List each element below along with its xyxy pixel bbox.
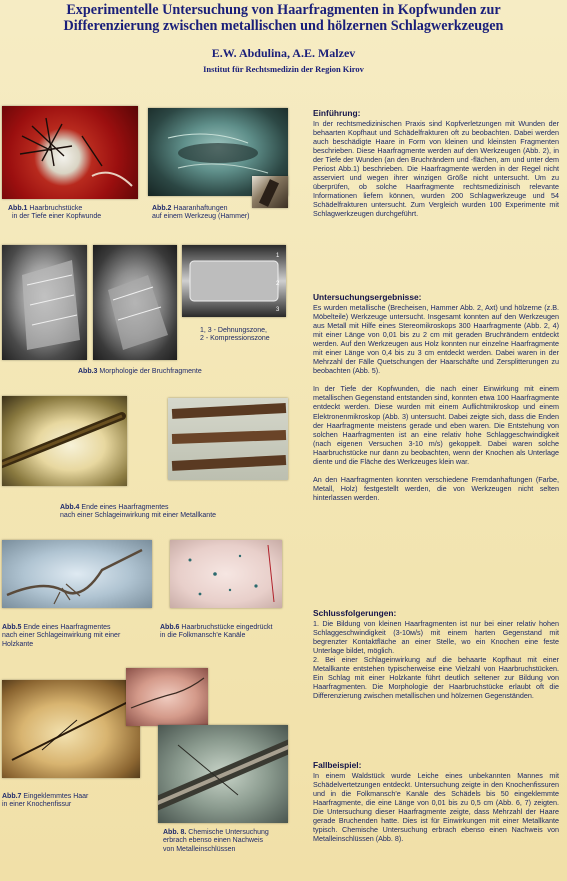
- caption-abb4-text: Ende eines Haarfragmentes: [79, 504, 169, 511]
- photo-abb5: [2, 540, 152, 608]
- caption-abb3-num: Abb.3: [78, 368, 98, 375]
- poster-title: [10, 2, 557, 34]
- caption-abb7-text: Eingeklemmtes Haar: [21, 793, 89, 800]
- zone-label-2: 2 - Kompressionszone: [200, 335, 270, 343]
- photo-abb4: [2, 396, 127, 486]
- caption-abb6-text2: in die Folkmansch'e Kanäle: [160, 632, 246, 640]
- photo-abb3-b: [93, 245, 177, 360]
- case-body: In einem Waldstück wurde Leiche eines unbekannten Mannes mit Schädelvertetzungen entdeckt. Untersuchung zeigte in den Knochenfissuren und in die Folkmansch'e Kanäle des Schädels bis 50 eingeklemmte Haarfragmente, die eine Länge von 0,01 bis zu 0,5 cm (Abb. 6, 7) zeigten. Die Untersuchung dieser Haarfragmente zeigte, dass Mehrzahl der Haare gerade Bruchenden hatte. Dies ist für Einwirkungen mit einer Metallkante typisch. Chemische Untersuchung erbrach ebenso einen Nachweis von Metalleinschlüssen (Abb. 8).: [313, 771, 559, 844]
- photo-abb7: [2, 680, 140, 778]
- conclusions-heading: Schlussfolgerungen:: [313, 608, 397, 618]
- caption-abb3-text: Morphologie der Bruchfragmente: [97, 368, 202, 375]
- caption-abb2: [152, 205, 292, 222]
- caption-abb8-text2: erbrach ebenso einen Nachweis: [163, 837, 264, 845]
- section-conclusions: [313, 608, 559, 700]
- conclusions-p2: 2. Bei einer Schlageinwirkung auf die behaarte Kopfhaut mit einer Metallkante entstehen typischerweise eine Vielzahl von Haarbruchstücken. Ein Schlag mit einer Holzkante führt deutlich seltener zur Bildung von Haarfragmenten. Die Morphologie der Haarbruchstücke erlaubt oft die Differenzierung zwischen metallischen und hölzernen Gegenständen.: [313, 655, 559, 701]
- photo-abb6: [170, 540, 282, 608]
- section-case: [313, 760, 559, 843]
- caption-abb1-num: Abb.1: [8, 205, 28, 212]
- caption-abb2-text2: auf einem Werkzeug (Hammer): [152, 213, 250, 221]
- zone-label-1: 1, 3 - Dehnungszone,: [200, 327, 267, 334]
- institute: Institut für Rechtsmedizin der Region Kirov: [203, 64, 364, 74]
- photo-abb7-inset: [126, 668, 208, 726]
- caption-abb5-text: Ende eines Haarfragmentes: [21, 624, 111, 631]
- section-results: [313, 292, 559, 502]
- caption-abb6-text: Haarbruchstücke eingedrückt: [179, 624, 273, 631]
- photo-abb8: [158, 725, 288, 823]
- caption-abb8-text3: von Metalleinschlüssen: [163, 845, 236, 853]
- caption-abb7-text2: in einer Knochenfissur: [2, 801, 72, 809]
- caption-abb6: [160, 624, 300, 641]
- caption-abb5-text3: Holzkante: [2, 640, 34, 648]
- caption-abb5-num: Abb.5: [2, 624, 22, 631]
- caption-abb7-num: Abb.7: [2, 793, 22, 800]
- section-intro: [313, 108, 559, 219]
- case-heading: Fallbeispiel:: [313, 760, 362, 770]
- photo-abb2-inset: [252, 176, 288, 208]
- photo-abb3-a: [2, 245, 87, 360]
- caption-abb4-num: Abb.4: [60, 504, 80, 511]
- caption-abb5: [2, 624, 157, 649]
- caption-abb8-num: Abb. 8.: [163, 829, 187, 836]
- title-line-2: Differenzierung zwischen metallischen und hölzernen Schlagwerkzeugen: [63, 18, 504, 34]
- caption-abb4-text2: nach einer Schlageinwirkung mit einer Metallkante: [60, 512, 217, 520]
- caption-abb1: [8, 205, 138, 222]
- conclusions-p1: 1. Die Bildung von kleinen Haarfragmenten ist nur bei einer relativ hohen Schlaggeschwindigkeit (3-10м/s) mit einem harten Gegenstand mit begrenzter Kontaktfläche an einer Stelle, wo ein Knochen eine feste Unterlage bildet, möglich.: [313, 619, 559, 656]
- caption-abb8: [163, 829, 293, 854]
- caption-abb3-zones: [200, 327, 290, 344]
- photo-abb4-tool: [168, 398, 288, 480]
- caption-abb8-text: Chemische Untersuchung: [186, 829, 269, 836]
- photo-abb1: [2, 106, 138, 199]
- results-p2: In der Tiefe der Kopfwunden, die nach einer Einwirkung mit einem metallischen Gegenstand entstanden sind, konnten etwa 100 Haarfragmente entdeckt werden. Diese wurden mit einem Auflichtmikroskop und einem Elektronenmikroskop (Abb. 3) untersucht. Dabei zeigte sich, dass die Enden der Haarfragmente meistens gerade und eben waren. Die Entstehung von solchen Haarfragmenten ist an eine relativ hohe Schlaggeschwindigkeit (nach eigenen Versuchen 3-10 m/s) gekoppelt. Dabei waren solche Haarbruchstücke nur dann zu beobachten, wenn der Knochen als Unterlage diente und die Fläche des Werkzeuges klein war.: [313, 384, 559, 466]
- abb3-mark-2: 2: [276, 281, 280, 287]
- abb3-mark-1: 1: [276, 253, 280, 259]
- authors: E.W. Abdulina, A.E. Malzev: [211, 46, 356, 60]
- intro-heading: Einführung:: [313, 108, 361, 118]
- caption-abb2-num: Abb.2: [152, 205, 172, 212]
- caption-abb1-text2: in der Tiefe einer Kopfwunde: [12, 213, 102, 221]
- results-heading: Untersuchungsergebnisse:: [313, 292, 422, 302]
- results-p1: Es wurden metallische (Brecheisen, Hammer Abb. 2, Axt) und hölzerne (z.B. Möbelteile) Werkzeuge untersucht. Insgesamt konnten auf den Werkzeugen aus Metall mit Hilfe eines Stereomikroskops 300 Haarfragmente (Abb. 2, 4) mit einer Länge von 0,01 bis zu 2 cm mit geraden Bruchrändern entdeckt werden. Auf den Werkzeugen aus Holz konnten nur einzelne Haarfragmente mit einer Länge von 0,4 bis zu 3 cm entdeckt werden. Dabei waren in der Mehrzahl der Fälle Quetschungen der Haarschäfte und Zersplitterungen zu beobachten (Abb. 5).: [313, 303, 559, 376]
- caption-abb1-text: Haarbruchstücke: [27, 205, 83, 212]
- caption-abb6-num: Abb.6: [160, 624, 180, 631]
- intro-body: In der rechtsmedizinischen Praxis sind Kopfverletzungen mit Wunden der behaarten Kopfhaut und Schädelfrakturen oft zu beobachten. Dabei werden auch beschädigte Haare in Form von kleinen und kleinsten Fragmenten beschrieben. Diese Haarfragmente werden auf den Werkzeugen (Abb. 2), in der Tiefe der Wunden (an den Bruchrändern und -flächen, am und unter dem Periost Abb.1) beschrieben. Die Haarfragmente werden in der Regel nicht asserviert und wegen ihrer winzigen Größe nicht untersucht. Um zu überprüfen, ob solche Haarfragmente rechtsmedizinisch relevante Informationen liefern können, wurden 200 Schlagwerkzeuge und 54 Schädelfrakturen untersucht. Zum Vergleich wurden 100 Experimente mit Schlagwerkzeugen durchgeführt.: [313, 119, 559, 219]
- photo-abb3-c: [182, 245, 286, 317]
- caption-abb4: [60, 504, 290, 521]
- title-line-1: Experimentelle Untersuchung von Haarfragmenten in Kopfwunden zur: [66, 2, 501, 18]
- caption-abb5-text2: nach einer Schlageinwirkung mit einer: [2, 632, 121, 640]
- caption-abb7: [2, 793, 132, 810]
- caption-abb3: [78, 368, 278, 376]
- abb3-mark-3: 3: [276, 307, 280, 313]
- results-p3: An den Haarfragmenten konnten verschiedene Fremdanhaftungen (Farbe, Metall, Holz) festgestellt werden, die von Werkzeugen nicht selten hinterlassen werden.: [313, 474, 559, 502]
- caption-abb2-text: Haaranhaftungen: [171, 205, 228, 212]
